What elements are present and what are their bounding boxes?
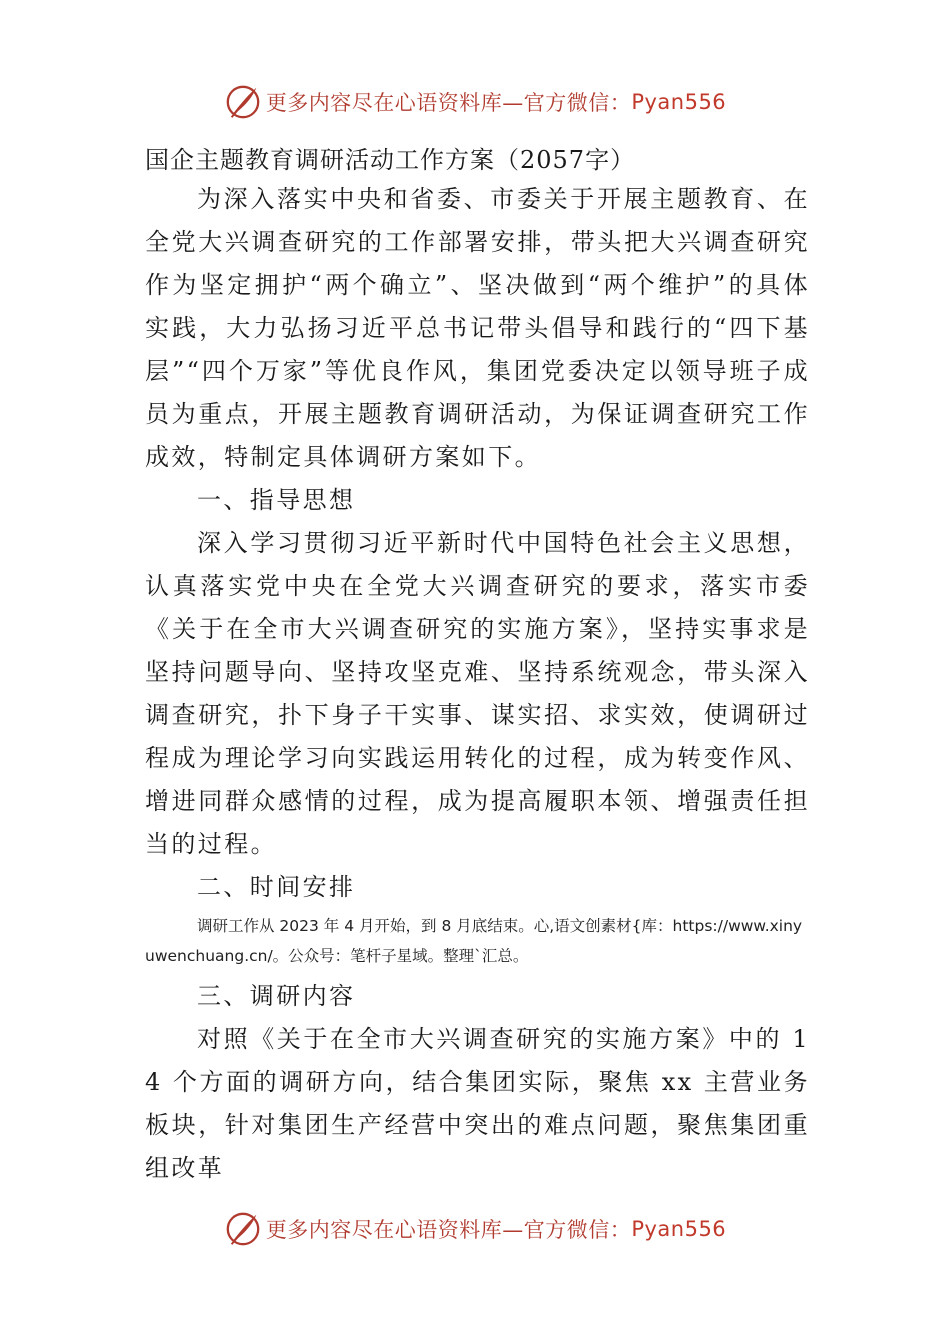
guiding-thought-paragraph: 深入学习贯彻习近平新时代中国特色社会主义思想，认真落实党中央在全党大兴调查研究的要求，落实市委《关于在全市大兴调查研究的实施方案》，坚持实事求是坚持问题导向、坚持攻坚克难、坚持系统观念，带头深入调查研究，扑下身子干实事、谋实招、求实效，使调研过程成为理论学习向实践运用转化的过程，成为转变作风、增进同群众感情的过程，成为提高履职本领、增强责任担当的过程。 — [145, 529, 810, 858]
watermark-text: 更多内容尽在心语资料库—官方微信： — [265, 91, 632, 115]
document-body — [145, 142, 810, 1190]
section-heading-research-content: 三、调研内容 — [197, 982, 356, 1010]
section-heading-guiding-thought: 一、指导思想 — [197, 486, 356, 514]
schedule-paragraph: 调研工作从 2023 年 4 月开始，到 8 月底结束。心,语文创素材{库：https://www.xinyuwenchuang.cn/。公众号：笔杆子星域。整理`汇总。 — [145, 917, 803, 965]
quill-logo-icon — [224, 83, 262, 121]
quill-logo-icon — [224, 1210, 262, 1248]
watermark-text: 更多内容尽在心语资料库—官方微信： — [265, 1218, 632, 1242]
document-title: 国企主题教育调研活动工作方案（2057字） — [145, 146, 636, 174]
watermark-banner-bottom — [0, 1209, 950, 1249]
section-heading-schedule: 二、时间安排 — [197, 873, 356, 901]
intro-paragraph: 为深入落实中央和省委、市委关于开展主题教育、在全党大兴调查研究的工作部署安排，带头把大兴调查研究作为坚定拥护“两个确立”、坚决做到“两个维护”的具体实践，大力弘扬习近平总书记带头倡导和践行的“四下基层”“四个万家”等优良作风，集团党委决定以领导班子成员为重点，开展主题教育调研活动，为保证调查研究工作成效，特制定具体调研方案如下。 — [145, 185, 810, 471]
watermark-banner-top — [0, 82, 950, 122]
watermark-wechat-id: Pyan556 — [631, 1217, 727, 1241]
research-content-paragraph: 对照《关于在全市大兴调查研究的实施方案》中的 14 个方面的调研方向，结合集团实际，聚焦 xx 主营业务板块，针对集团生产经营中突出的难点问题，聚焦集团重组改革 — [145, 1025, 810, 1182]
watermark-wechat-id: Pyan556 — [631, 90, 727, 114]
